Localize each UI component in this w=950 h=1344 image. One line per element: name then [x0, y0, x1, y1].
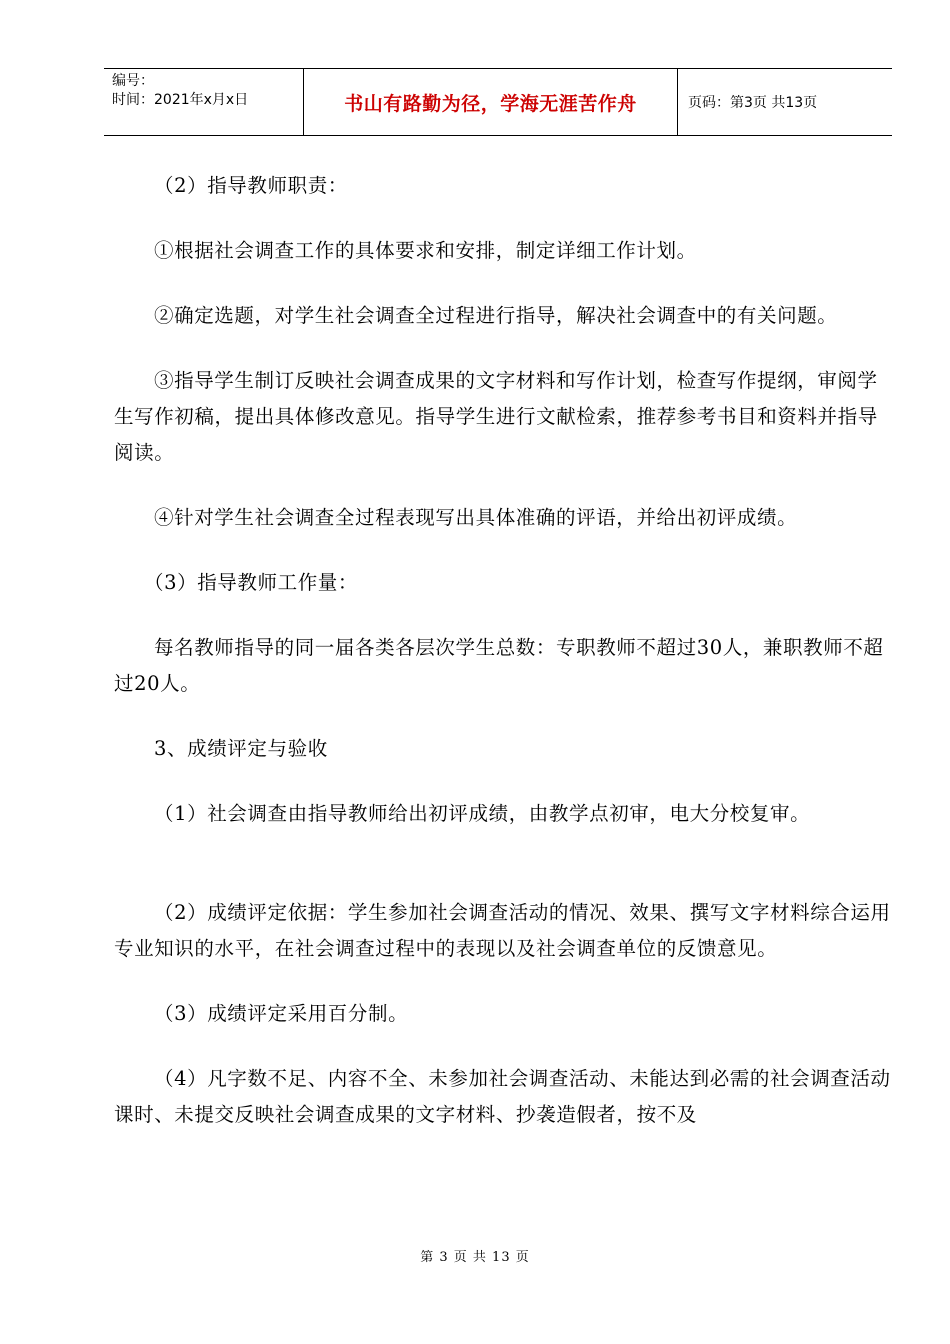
paragraph-grading-2: （2）成绩评定依据：学生参加社会调查活动的情况、效果、撰写文字材料综合运用专业知识的水平，在社会调查过程中的表现以及社会调查单位的反馈意见。 [114, 901, 891, 960]
paragraph-duty-4: ④针对学生社会调查全过程表现写出具体准确的评语，并给出初评成绩。 [154, 506, 798, 529]
paragraph-duty-1: ①根据社会调查工作的具体要求和安排，制定详细工作计划。 [154, 239, 697, 262]
header-motto: 书山有路勤为径，学海无涯苦作舟 [304, 69, 678, 135]
header-meta [104, 69, 304, 135]
paragraph-grading-1: （1）社会调查由指导教师给出初评成绩，由教学点初审，电大分校复审。 [154, 802, 811, 825]
page-footer: 第 3 页 共 13 页 [420, 1250, 530, 1265]
document-body [114, 168, 894, 1133]
paragraph-workload: 每名教师指导的同一届各类各层次学生总数：专职教师不超过30人，兼职教师不超过20人。 [114, 636, 884, 695]
header-page-info: 页码：第3页 共13页 [688, 95, 818, 111]
paragraph-duty-3: ③指导学生制订反映社会调查成果的文字材料和写作计划，检查写作提纲，审阅学生写作初稿，提出具体修改意见。指导学生进行文献检索，推荐参考书目和资料并指导阅读。 [114, 369, 878, 464]
paragraph-workload-heading: （3）指导教师工作量： [144, 571, 359, 594]
header-number-label: 编号： [112, 73, 154, 89]
paragraph-advisor-duties-heading: （2）指导教师职责： [154, 174, 348, 197]
paragraph-duty-2: ②确定选题，对学生社会调查全过程进行指导，解决社会调查中的有关问题。 [154, 304, 838, 327]
paragraph-grading-heading: 3、成绩评定与验收 [154, 737, 328, 760]
header-time-label: 时间：2021年x月x日 [112, 92, 249, 108]
page-header [104, 68, 892, 136]
paragraph-grading-4: （4）凡字数不足、内容不全、未参加社会调查活动、未能达到必需的社会调查活动课时、未提交反映社会调查成果的文字材料、抄袭造假者，按不及 [114, 1067, 891, 1126]
paragraph-grading-3: （3）成绩评定采用百分制。 [154, 1002, 409, 1025]
